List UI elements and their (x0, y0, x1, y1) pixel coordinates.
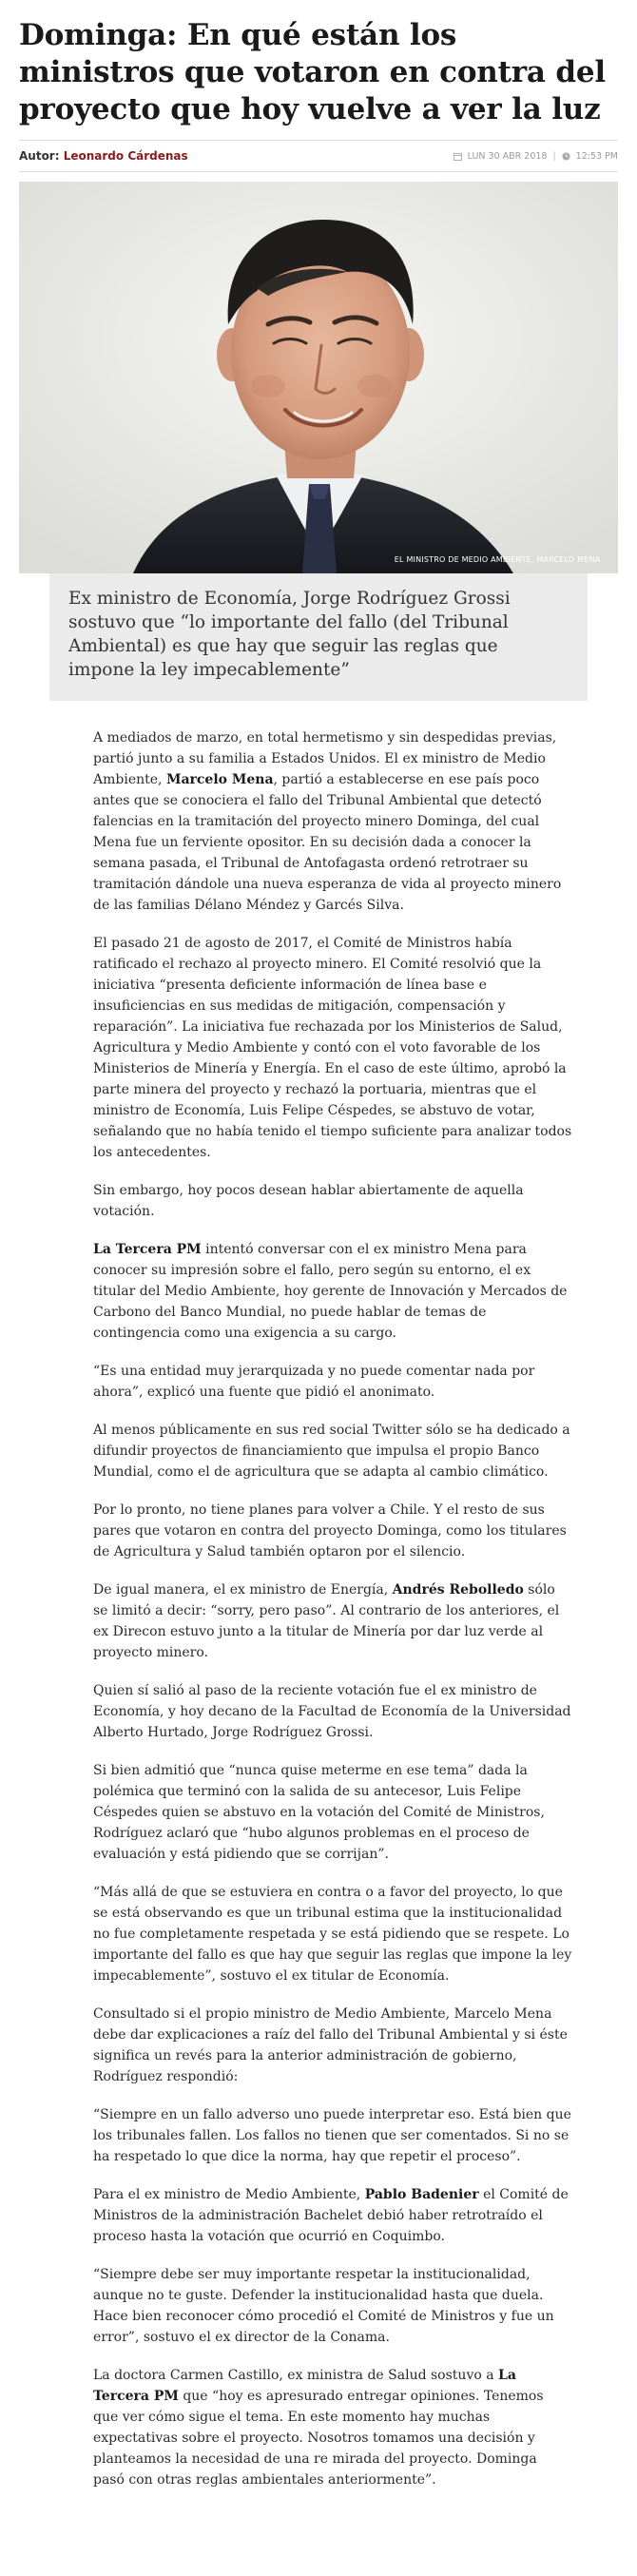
paragraph: El pasado 21 de agosto de 2017, el Comité de Ministros había ratificado el rechazo al proyecto minero. El Comité resolvió que la iniciativa “presenta deficiente información de línea base e insuficiencias en sus medidas de mitigación, compensación y reparación”. La iniciativa fue rechazada por los Ministerios de Salud, Agricultura y Medio Ambiente y contó con el voto favorable de los Ministerios de Minería y Energía. En el caso de este último, aprobó la parte minera del proyecto y rechazó la portuaria, mientras que el ministro de Economía, Luis Felipe Céspedes, se abstuvo de votar, señalando que no había tenido el tiempo suficiente para analizar todos los antecedentes. (93, 936, 572, 1160)
paragraph-text: La doctora Carmen Castillo, ex ministra de Salud sostuvo a (93, 2368, 499, 2383)
paragraph (93, 1579, 572, 1663)
paragraph: “Más allá de que se estuviera en contra o a favor del proyecto, lo que se está observando es que un tribunal estima que la institucionalidad no fue completamente respetada y se está pidiendo que se respete. Lo importante del fallo es que hay que seguir las reglas que impone la ley impecablemente”, sostuvo el ex titular de Economía. (93, 1885, 572, 1984)
clock-icon (562, 152, 570, 161)
bold-name: Pablo Badenier (364, 2187, 479, 2202)
paragraph-text: intentó conversar con el ex ministro Mena para conocer su impresión sobre el fallo, pero según su entorno, el ex titular del Medio Ambiente, hoy gerente de Innovación y Mercados de Carbono del Banco Mundial, no puede hablar de temas de contingencia como una exigencia a su cargo. (93, 1242, 568, 1341)
paragraph: Sin embargo, hoy pocos desean hablar abiertamente de aquella votación. (93, 1183, 524, 1219)
bold-name: La Tercera PM (93, 1242, 202, 1257)
author-link[interactable]: Leonardo Cárdenas (63, 149, 188, 163)
paragraph-text: que “hoy es apresurado entregar opiniones. Tenemos que ver cómo sigue el tema. En este momento hay muchas expectativas sobre el proyecto. Nosotros tomamos una decisión y planteamos la necesidad de una re mirada del proyecto. Dominga pasó con otras reglas ambientales anteriormente”. (93, 2389, 544, 2488)
author-line (19, 149, 188, 163)
paragraph (93, 727, 572, 916)
paragraph: “Siempre en un fallo adverso uno puede interpretar eso. Está bien que los tribunales fallen. Los fallos no tienen que ser comentados. Si no se ha respetado lo que dice la norma, hay que repetir el proceso”. (93, 2107, 571, 2164)
paragraph-text: el Comité de Ministros de la administración Bachelet debió haber retrotraído el proceso hasta la votación que ocurrió en Coquimbo. (93, 2187, 569, 2244)
paragraph: Quien sí salió al paso de la reciente votación fue el ex ministro de Economía, y hoy decano de la Facultad de Economía de la Universidad Alberto Hurtado, Jorge Rodríguez Grossi. (93, 1683, 571, 1740)
portrait-illustration (19, 182, 618, 573)
bold-name: Andrés Rebolledo (392, 1582, 524, 1598)
pull-quote: Ex ministro de Economía, Jorge Rodríguez Grossi sostuvo que “lo importante del fallo (del Tribunal Ambiental) es que hay que seguir las reglas que impone la ley impecablemente” (49, 573, 588, 701)
paragraph-text: Para el ex ministro de Medio Ambiente, (93, 2187, 365, 2202)
paragraph: “Siempre debe ser muy importante respetar la institucionalidad, aunque no te guste. Defender la institucionalidad hasta que duela. Hace bien reconocer cómo procedió el Comité de Ministros y fue un error”, sostuvo el ex director de la Conama. (93, 2267, 554, 2345)
paragraph-text: A mediados de marzo, en total hermetismo y sin despedidas previas, partió junto a su familia a Estados Unidos. El ex ministro de Medio Ambiente, (93, 730, 557, 787)
paragraph: Al menos públicamente en sus red social Twitter sólo se ha dedicado a difundir proyectos de financiamiento que impulsa el propio Banco Mundial, como el de agricultura que se adapta al cambio climático. (93, 1423, 570, 1480)
paragraph: “Es una entidad muy jerarquizada y no puede comentar nada por ahora”, explicó una fuente que pidió el anonimato. (93, 1364, 535, 1400)
date-info (454, 151, 618, 162)
bold-name: La Tercera PM (93, 2368, 516, 2404)
paragraph (93, 2184, 572, 2247)
article-body (19, 727, 618, 2490)
paragraph-text: sólo se limitó a decir: “sorry, pero paso”. Al contrario de los anteriores, el ex Direcon estuvo junto a la titular de Minería por dar luz verde al proyecto minero. (93, 1582, 560, 1660)
author-label: Autor: (19, 149, 60, 163)
paragraph (93, 1239, 572, 1344)
paragraph: Consultado si el propio ministro de Medio Ambiente, Marcelo Mena debe dar explicaciones a raíz del fallo del Tribunal Ambiental y si éste significa un revés para la anterior administración de gobierno, Rodríguez respondió: (93, 2006, 568, 2084)
publish-date: LUN 30 ABR 2018 (467, 150, 548, 162)
paragraph (93, 2365, 572, 2490)
bold-name: Marcelo Mena (165, 772, 274, 787)
publish-time: 12:53 PM (575, 150, 618, 162)
paragraph: Por lo pronto, no tiene planes para volver a Chile. Y el resto de sus pares que votaron en contra del proyecto Dominga, como los titulares de Agricultura y Salud también optaron por el silencio. (93, 1502, 567, 1559)
photo-caption: EL MINISTRO DE MEDIO AMBIENTE, MARCELO MENA. (394, 555, 603, 564)
paragraph: Si bien admitió que “nunca quise meterme en ese tema” dada la polémica que terminó con la salida de su antecesor, Luis Felipe Céspedes quien se abstuvo en la votación del Comité de Ministros, Rodríguez aclaró que “hubo algunos problemas en el proceso de evaluación y está pidiendo que se corrijan”. (93, 1763, 545, 1862)
calendar-icon (454, 152, 462, 161)
paragraph-text: , partió a establecerse en ese país poco antes que se conociera el fallo del Tribunal Ambiental que detectó falencias en la tramitación del proyecto minero Dominga, del cual Mena fue un ferviente opositor. En su decisión dada a conocer la semana pasada, el Tribunal de Antofagasta ordenó retrotraer su tramitación dándole una nueva esperanza de vida al proyecto minero de las familias Délano Méndez y Garcés Silva. (93, 772, 562, 913)
paragraph-text: De igual manera, el ex ministro de Energía, (93, 1582, 393, 1598)
article-headline: Dominga: En qué están los ministros que votaron en contra del proyecto que hoy vuelve a ver la luz (19, 18, 606, 126)
article-photo (19, 182, 618, 573)
meta-divider: | (552, 150, 556, 162)
article-meta-bar (19, 140, 618, 172)
